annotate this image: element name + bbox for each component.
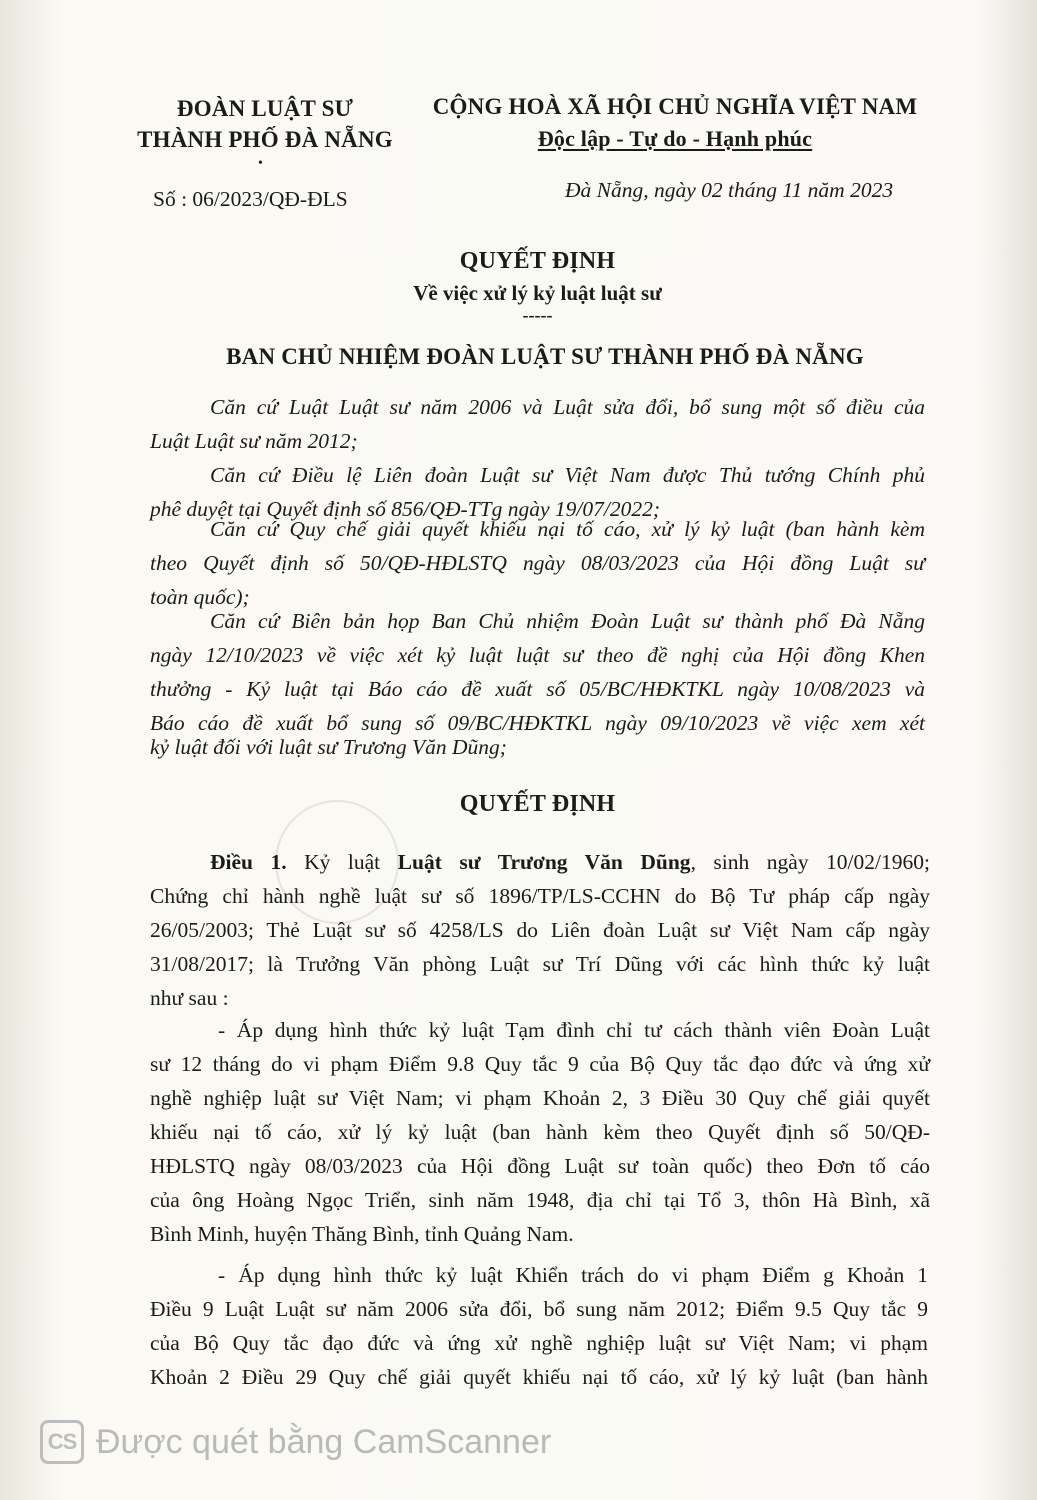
camscanner-watermark [40,1418,551,1466]
article1-line: như sau : [150,986,229,1010]
decision-subject: Về việc xử lý kỷ luật luật sư [413,281,662,305]
preamble-line: ngày 12/10/2023 về việc xét kỷ luật luật sư theo đề nghị của Hội đồng Khen [150,643,925,667]
doc-number: Số : 06/2023/QĐ-ĐLS [153,187,348,211]
preamble-line: Căn cứ Biên bản họp Ban Chủ nhiệm Đoàn Luật sư thành phố Đà Nẵng [210,609,925,633]
discipline-para1-line: HĐLSTQ ngày 08/03/2023 của Hội đồng Luật sư toàn quốc) theo Đơn tố cáo [150,1154,930,1178]
preamble-line: theo Quyết định số 50/QĐ-HĐLSTQ ngày 08/03/2023 của Hội đồng Luật sư [150,551,925,575]
article1-line: Chứng chỉ hành nghề luật sư số 1896/TP/LS-CCHN do Bộ Tư pháp cấp ngày [150,884,930,908]
article1-intro-b: , sinh ngày 10/02/1960; [690,850,930,874]
preamble-line: toàn quốc); [150,585,250,609]
org-name-line1: ĐOÀN LUẬT SƯ [176,96,354,121]
article1-intro-a: Kỷ luật [286,850,398,874]
preamble-line: thưởng - Kỷ luật tại Báo cáo đề xuất số 05/BC/HĐKTKL ngày 10/08/2023 và [150,677,925,701]
preamble-line: Căn cứ Quy chế giải quyết khiếu nại tố cáo, xử lý kỷ luật (ban hành kèm [210,517,925,541]
country-name: CỘNG HOÀ XÃ HỘI CHỦ NGHĨA VIỆT NAM [432,94,918,119]
preamble-line: Luật Luật sư năm 2012; [150,429,358,453]
discipline-para2-line: của Bộ Quy tắc đạo đức và ứng xử nghề nghiệp luật sư Việt Nam; vi phạm [150,1331,928,1355]
header-bullet: • [258,156,263,171]
article1-label: Điều 1. [210,850,287,874]
article1-line: 31/08/2017; là Trưởng Văn phòng Luật sư Trí Dũng với các hình thức kỷ luật [150,952,930,976]
discipline-para1-line: nghề nghiệp luật sư Việt Nam; vi phạm Khoản 2, 3 Điều 30 Quy chế giải quyết [150,1086,930,1110]
discipline-para1-line: - Áp dụng hình thức kỷ luật Tạm đình chỉ tư cách thành viên Đoàn Luật [218,1018,930,1042]
discipline-para2-line: Khoản 2 Điều 29 Quy chế giải quyết khiếu nại tố cáo, xử lý kỷ luật (ban hành [150,1365,928,1389]
lawyer-name: Luật sư Trương Văn Dũng [397,850,691,874]
camscanner-text: Được quét bằng CamScanner [96,1422,552,1461]
title-separator: ----- [522,305,553,325]
national-motto: Độc lập - Tự do - Hạnh phúc [537,126,813,151]
preamble-line: kỷ luật đối với luật sư Trương Văn Dũng; [150,735,507,759]
discipline-para2-line: Điều 9 Luật Luật sư năm 2006 sửa đổi, bổ sung năm 2012; Điểm 9.5 Quy tắc 9 [150,1297,928,1321]
issuing-authority: BAN CHỦ NHIỆM ĐOÀN LUẬT SƯ THÀNH PHỐ ĐÀ NẴNG [226,344,864,369]
decision-title: QUYẾT ĐỊNH [459,248,616,274]
preamble-line: phê duyệt tại Quyết định số 856/QĐ-TTg ngày 19/07/2022; [150,497,660,521]
org-name-line2: THÀNH PHỐ ĐÀ NẴNG [137,127,393,152]
discipline-para1-line: của ông Hoàng Ngọc Triển, sinh năm 1948, địa chỉ tại Tổ 3, thôn Hà Bình, xã [150,1188,930,1212]
discipline-para1-line: sư 12 tháng do vi phạm Điểm 9.8 Quy tắc 9 của Bộ Quy tắc đạo đức và ứng xử [150,1052,930,1076]
discipline-para1-line: Bình Minh, huyện Thăng Bình, tỉnh Quảng Nam. [150,1222,574,1246]
article1-line: 26/05/2003; Thẻ Luật sư số 4258/LS do Liên đoàn Luật sư Việt Nam cấp ngày [150,918,930,942]
camscanner-logo-icon: CS [40,1420,84,1464]
article1-intro [210,845,930,879]
discipline-para2-line: - Áp dụng hình thức kỷ luật Khiển trách do vi phạm Điểm g Khoản 1 [218,1263,928,1287]
discipline-para1-line: khiếu nại tố cáo, xử lý kỷ luật (ban hành kèm theo Quyết định số 50/QĐ- [150,1120,930,1144]
decision-heading: QUYẾT ĐỊNH [459,791,616,817]
preamble-line: Căn cứ Điều lệ Liên đoàn Luật sư Việt Nam được Thủ tướng Chính phủ [210,463,925,487]
preamble-line: Báo cáo đề xuất bổ sung số 09/BC/HĐKTKL ngày 09/10/2023 về việc xem xét [150,711,925,735]
place-date: Đà Nẵng, ngày 02 tháng 11 năm 2023 [565,178,894,202]
preamble-line: Căn cứ Luật Luật sư năm 2006 và Luật sửa đổi, bổ sung một số điều của [210,395,925,419]
